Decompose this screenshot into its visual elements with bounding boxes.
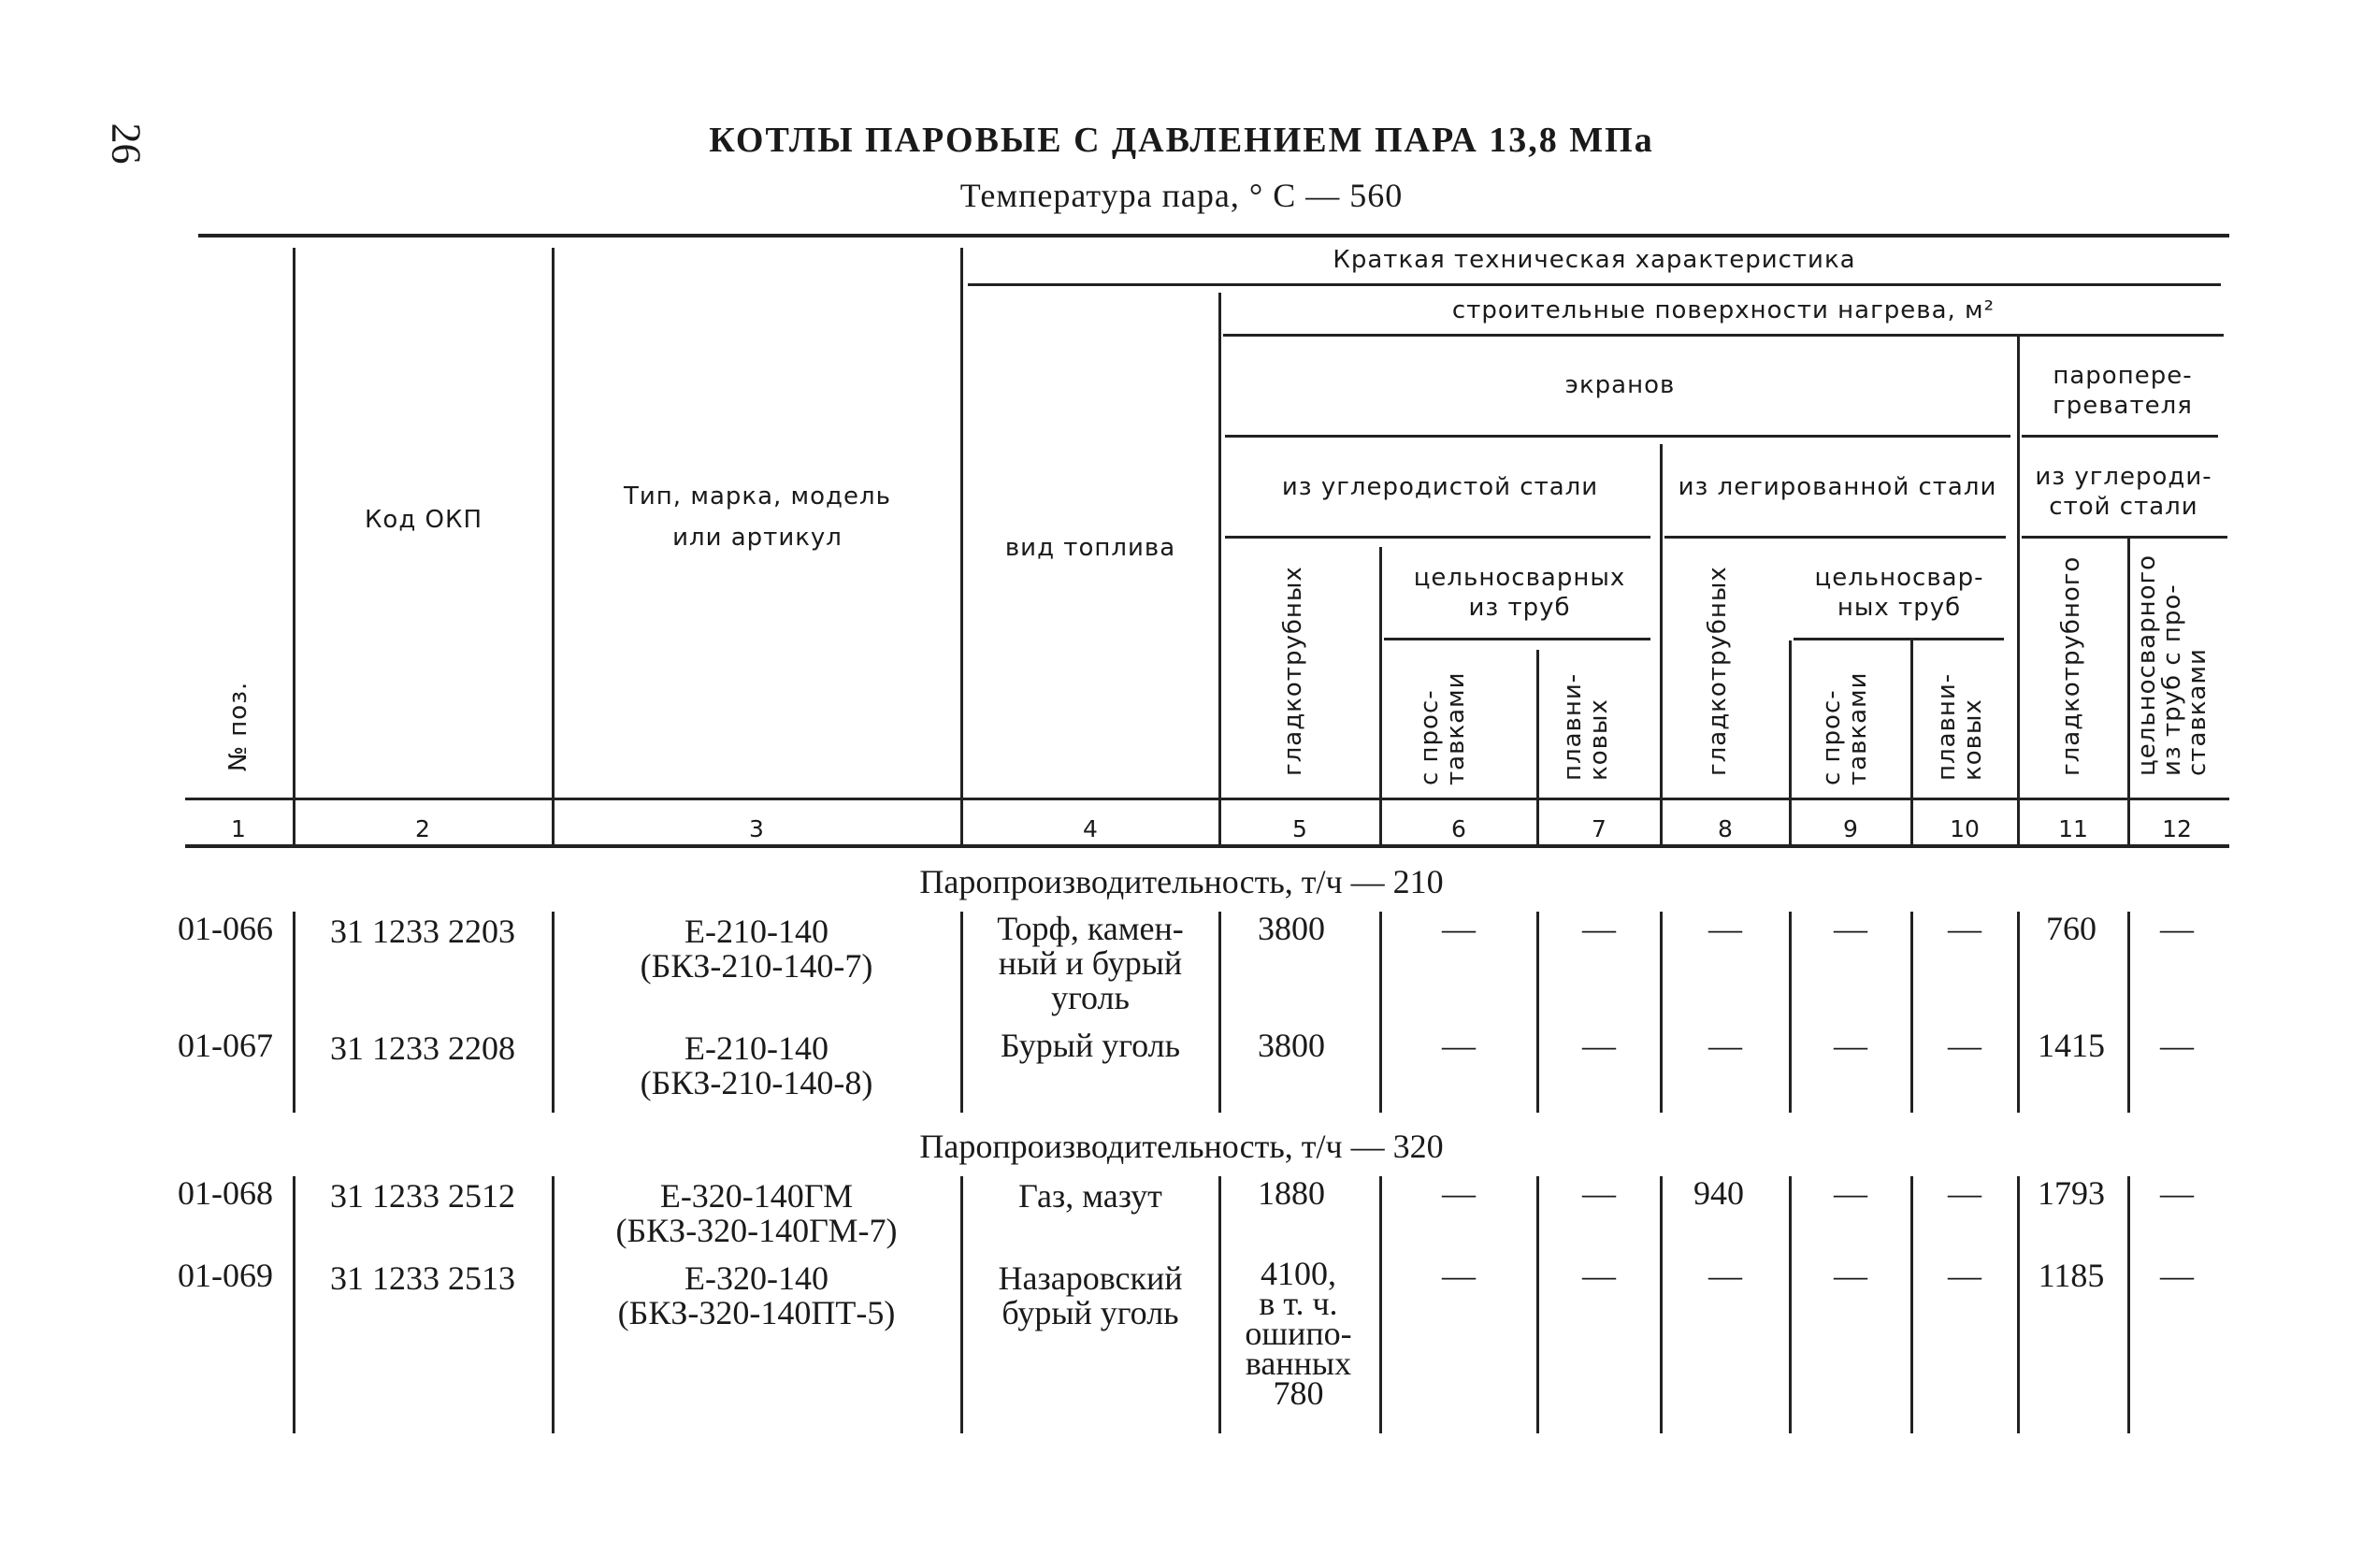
header-welded2 bbox=[1791, 563, 2008, 623]
cell-type bbox=[555, 1261, 958, 1331]
cell-c7: — bbox=[1582, 1257, 1616, 1294]
body-divider bbox=[1910, 912, 1913, 1113]
section-label: Паропроизводительность, т/ч — 210 bbox=[919, 863, 1444, 900]
cell-c8: — bbox=[1708, 1027, 1742, 1064]
cell-c8: 940 bbox=[1693, 1174, 1744, 1212]
cell-c5-line3: ошипо- bbox=[1245, 1315, 1352, 1352]
rule-welded bbox=[1384, 638, 1650, 640]
header-spacers-carbon-line2: тавками bbox=[1442, 671, 1470, 785]
header-welded2-line1: цельносвар- bbox=[1814, 564, 1984, 592]
rule-welded2 bbox=[1794, 638, 2004, 640]
cell-c11: 760 bbox=[2046, 910, 2096, 947]
col-number-2: 2 bbox=[415, 815, 430, 842]
header-sh-welded-line2: из труб с про- bbox=[2158, 583, 2186, 776]
cell-okp: 31 1233 2512 bbox=[330, 1177, 515, 1215]
cell-c5: 3800 bbox=[1258, 1027, 1325, 1064]
cell-fuel-line2: ный и бурый bbox=[998, 944, 1183, 982]
col-number-11: 11 bbox=[2058, 815, 2088, 842]
cell-c11: 1415 bbox=[2038, 1027, 2105, 1064]
page-number: 26 bbox=[103, 122, 150, 165]
cell-c9: — bbox=[1834, 1257, 1867, 1294]
header-sh-carbon bbox=[2020, 462, 2227, 522]
body-divider bbox=[1536, 912, 1539, 1113]
body-divider bbox=[293, 912, 295, 1113]
body-divider bbox=[1379, 912, 1382, 1113]
header-surfaces: строительные поверхности нагрева, м² bbox=[1451, 296, 1996, 324]
cell-c5-line4: ванных bbox=[1245, 1345, 1352, 1382]
header-fin-carbon-line2: ковых bbox=[1585, 698, 1613, 781]
cell-c6: — bbox=[1442, 1257, 1476, 1294]
cell-c11: 1793 bbox=[2038, 1174, 2105, 1212]
header-sh-welded bbox=[2135, 554, 2211, 776]
cell-type-line1: Е-320-140 bbox=[684, 1259, 828, 1297]
cell-c6: — bbox=[1442, 1174, 1476, 1212]
cell-c5: 1880 bbox=[1258, 1174, 1325, 1212]
col-number-5: 5 bbox=[1292, 815, 1307, 842]
cell-c8: — bbox=[1708, 910, 1742, 947]
body-divider bbox=[2017, 912, 2020, 1113]
cell-c12: — bbox=[2160, 910, 2194, 947]
header-sh-carbon-line2: стой стали bbox=[2049, 493, 2198, 521]
cell-c12: — bbox=[2160, 1257, 2194, 1294]
header-fin-alloy bbox=[1934, 673, 1986, 781]
col-divider-2 bbox=[552, 248, 555, 846]
rule-above-numbers bbox=[185, 798, 2229, 800]
cell-fuel-line2: бурый уголь bbox=[1001, 1294, 1179, 1331]
body-divider bbox=[960, 1176, 963, 1433]
header-okp: Код ОКП bbox=[364, 506, 483, 534]
col-number-3: 3 bbox=[749, 815, 764, 842]
cell-pos: 01-067 bbox=[178, 1027, 273, 1064]
rule-below-numbers bbox=[185, 844, 2229, 848]
rule-surfaces bbox=[1223, 334, 2224, 337]
cell-c12: — bbox=[2160, 1174, 2194, 1212]
body-divider bbox=[1910, 1176, 1913, 1433]
cell-c10: — bbox=[1948, 1257, 1981, 1294]
cell-pos: 01-068 bbox=[178, 1174, 273, 1212]
cell-c9: — bbox=[1834, 910, 1867, 947]
cell-type-line2: (БКЗ-210-140-7) bbox=[640, 947, 873, 985]
header-fin-carbon-line1: плавни- bbox=[1559, 672, 1587, 781]
cell-okp: 31 1233 2203 bbox=[330, 913, 515, 950]
cell-c7: — bbox=[1582, 910, 1616, 947]
header-fin-alloy-line2: ковых bbox=[1959, 698, 1987, 781]
cell-type-line1: Е-210-140 bbox=[684, 1029, 828, 1067]
header-superheater-line2: гревателя bbox=[2053, 392, 2193, 420]
col-divider-1 bbox=[293, 248, 295, 846]
body-divider bbox=[1789, 1176, 1792, 1433]
header-smooth-tube-carbon: гладкотрубных bbox=[1279, 566, 1307, 776]
cell-pos: 01-069 bbox=[178, 1257, 273, 1294]
header-fin-alloy-line1: плавни- bbox=[1933, 672, 1961, 781]
section-label: Паропроизводительность, т/ч — 320 bbox=[919, 1128, 1444, 1165]
header-welded bbox=[1384, 563, 1655, 623]
cell-type bbox=[555, 1179, 958, 1248]
cell-type-line1: Е-320-140ГМ bbox=[659, 1177, 854, 1215]
header-spacers-alloy-line1: с прос- bbox=[1818, 689, 1846, 785]
header-sh-welded-line3: ставками bbox=[2183, 648, 2212, 776]
col-number-6: 6 bbox=[1451, 815, 1466, 842]
cell-c5-line2: в т. ч. bbox=[1259, 1285, 1338, 1322]
body-divider bbox=[2127, 912, 2130, 1113]
cell-fuel: Бурый уголь bbox=[1000, 1027, 1180, 1064]
header-type bbox=[556, 482, 958, 553]
header-superheater-line1: пароперe- bbox=[2053, 362, 2193, 390]
body-divider bbox=[2017, 1176, 2020, 1433]
header-pos: № поз. bbox=[224, 681, 252, 771]
header-brief: Краткая техническая характеристика bbox=[1333, 246, 1856, 274]
header-fin-carbon bbox=[1560, 673, 1612, 781]
cell-c5 bbox=[1221, 1255, 1376, 1412]
rule-superheater bbox=[2022, 435, 2218, 438]
col-divider-7 bbox=[1660, 444, 1663, 846]
cell-c5-line1: 4100, bbox=[1261, 1255, 1336, 1292]
cell-fuel: Газ, мазут bbox=[1018, 1177, 1162, 1215]
rule-carbon bbox=[1225, 536, 1650, 539]
header-fuel: вид топлива bbox=[1004, 534, 1176, 562]
body-divider bbox=[293, 1176, 295, 1433]
col-divider-3 bbox=[960, 248, 963, 846]
rule-sh-carbon bbox=[2022, 536, 2227, 539]
cell-c6: — bbox=[1442, 1027, 1476, 1064]
cell-type-line2: (БКЗ-320-140ГМ-7) bbox=[615, 1212, 898, 1249]
header-alloy-steel: из легированной стали bbox=[1678, 473, 1997, 501]
rule-alloy bbox=[1664, 536, 2006, 539]
cell-c7: — bbox=[1582, 1174, 1616, 1212]
header-spacers-alloy bbox=[1819, 671, 1871, 785]
cell-c10: — bbox=[1948, 910, 1981, 947]
header-welded-line1: цельносварных bbox=[1413, 564, 1626, 592]
cell-c5-line5: 780 bbox=[1273, 1374, 1324, 1412]
header-welded2-line2: ных труб bbox=[1837, 594, 1962, 622]
header-superheater bbox=[2020, 361, 2226, 421]
cell-c9: — bbox=[1834, 1174, 1867, 1212]
body-divider bbox=[1218, 1176, 1221, 1433]
header-sh-carbon-line1: из углероди- bbox=[2035, 463, 2212, 491]
cell-fuel-line1: Назаровский bbox=[998, 1259, 1183, 1297]
body-divider bbox=[1789, 912, 1792, 1113]
cell-okp: 31 1233 2513 bbox=[330, 1259, 515, 1297]
col-number-4: 4 bbox=[1083, 815, 1098, 842]
header-sh-smooth: гладкотрубного bbox=[2057, 555, 2085, 776]
page-subtitle: Температура пара, ° С — 560 bbox=[959, 177, 1404, 214]
page-title: КОТЛЫ ПАРОВЫЕ С ДАВЛЕНИЕМ ПАРА 13,8 МПа bbox=[709, 121, 1654, 160]
col-number-1: 1 bbox=[231, 815, 246, 842]
col-number-12: 12 bbox=[2162, 815, 2192, 842]
body-divider bbox=[552, 912, 555, 1113]
col-number-7: 7 bbox=[1592, 815, 1607, 842]
cell-fuel bbox=[963, 912, 1218, 1015]
header-smooth-tube-alloy: гладкотрубных bbox=[1704, 566, 1732, 776]
col-divider-5 bbox=[1379, 547, 1382, 846]
cell-type bbox=[555, 1031, 958, 1100]
header-type-line2: или артикул bbox=[672, 524, 843, 552]
cell-type bbox=[555, 914, 958, 984]
col-divider-4 bbox=[1218, 293, 1221, 846]
cell-okp: 31 1233 2208 bbox=[330, 1029, 515, 1067]
cell-c5: 3800 bbox=[1258, 910, 1325, 947]
header-welded-line2: из труб bbox=[1468, 594, 1571, 622]
body-divider bbox=[552, 1176, 555, 1433]
col-number-8: 8 bbox=[1718, 815, 1733, 842]
cell-c12: — bbox=[2160, 1027, 2194, 1064]
col-number-9: 9 bbox=[1843, 815, 1858, 842]
cell-c7: — bbox=[1582, 1027, 1616, 1064]
header-carbon-steel: из углеродистой стали bbox=[1281, 473, 1599, 501]
cell-c8: — bbox=[1708, 1257, 1742, 1294]
header-type-line1: Тип, марка, модель bbox=[624, 482, 891, 511]
cell-pos: 01-066 bbox=[178, 910, 273, 947]
col-number-10: 10 bbox=[1950, 815, 1980, 842]
cell-fuel bbox=[963, 1261, 1218, 1331]
body-divider bbox=[2127, 1176, 2130, 1433]
body-divider bbox=[960, 912, 963, 1113]
cell-c10: — bbox=[1948, 1027, 1981, 1064]
cell-c11: 1185 bbox=[2038, 1257, 2105, 1294]
cell-fuel-line1: Торф, камен- bbox=[997, 910, 1184, 947]
rule-brief bbox=[968, 283, 2221, 286]
rule-screens bbox=[1225, 435, 2010, 438]
body-divider bbox=[1379, 1176, 1382, 1433]
cell-type-line2: (БКЗ-320-140ПТ-5) bbox=[617, 1294, 896, 1331]
body-divider bbox=[1218, 912, 1221, 1113]
cell-c9: — bbox=[1834, 1027, 1867, 1064]
header-screens: экранов bbox=[1564, 371, 1676, 399]
body-divider bbox=[1660, 1176, 1663, 1433]
header-spacers-carbon bbox=[1417, 671, 1469, 785]
body-divider bbox=[1536, 1176, 1539, 1433]
header-spacers-carbon-line1: с прос- bbox=[1416, 689, 1444, 785]
cell-type-line1: Е-210-140 bbox=[684, 913, 828, 950]
cell-type-line2: (БКЗ-210-140-8) bbox=[640, 1064, 873, 1101]
cell-fuel-line3: уголь bbox=[1051, 979, 1130, 1016]
top-rule bbox=[198, 234, 2229, 237]
cell-c6: — bbox=[1442, 910, 1476, 947]
body-divider bbox=[1660, 912, 1663, 1113]
header-sh-welded-line1: цельносварного bbox=[2133, 554, 2161, 776]
cell-c10: — bbox=[1948, 1174, 1981, 1212]
header-spacers-alloy-line2: тавками bbox=[1844, 671, 1872, 785]
